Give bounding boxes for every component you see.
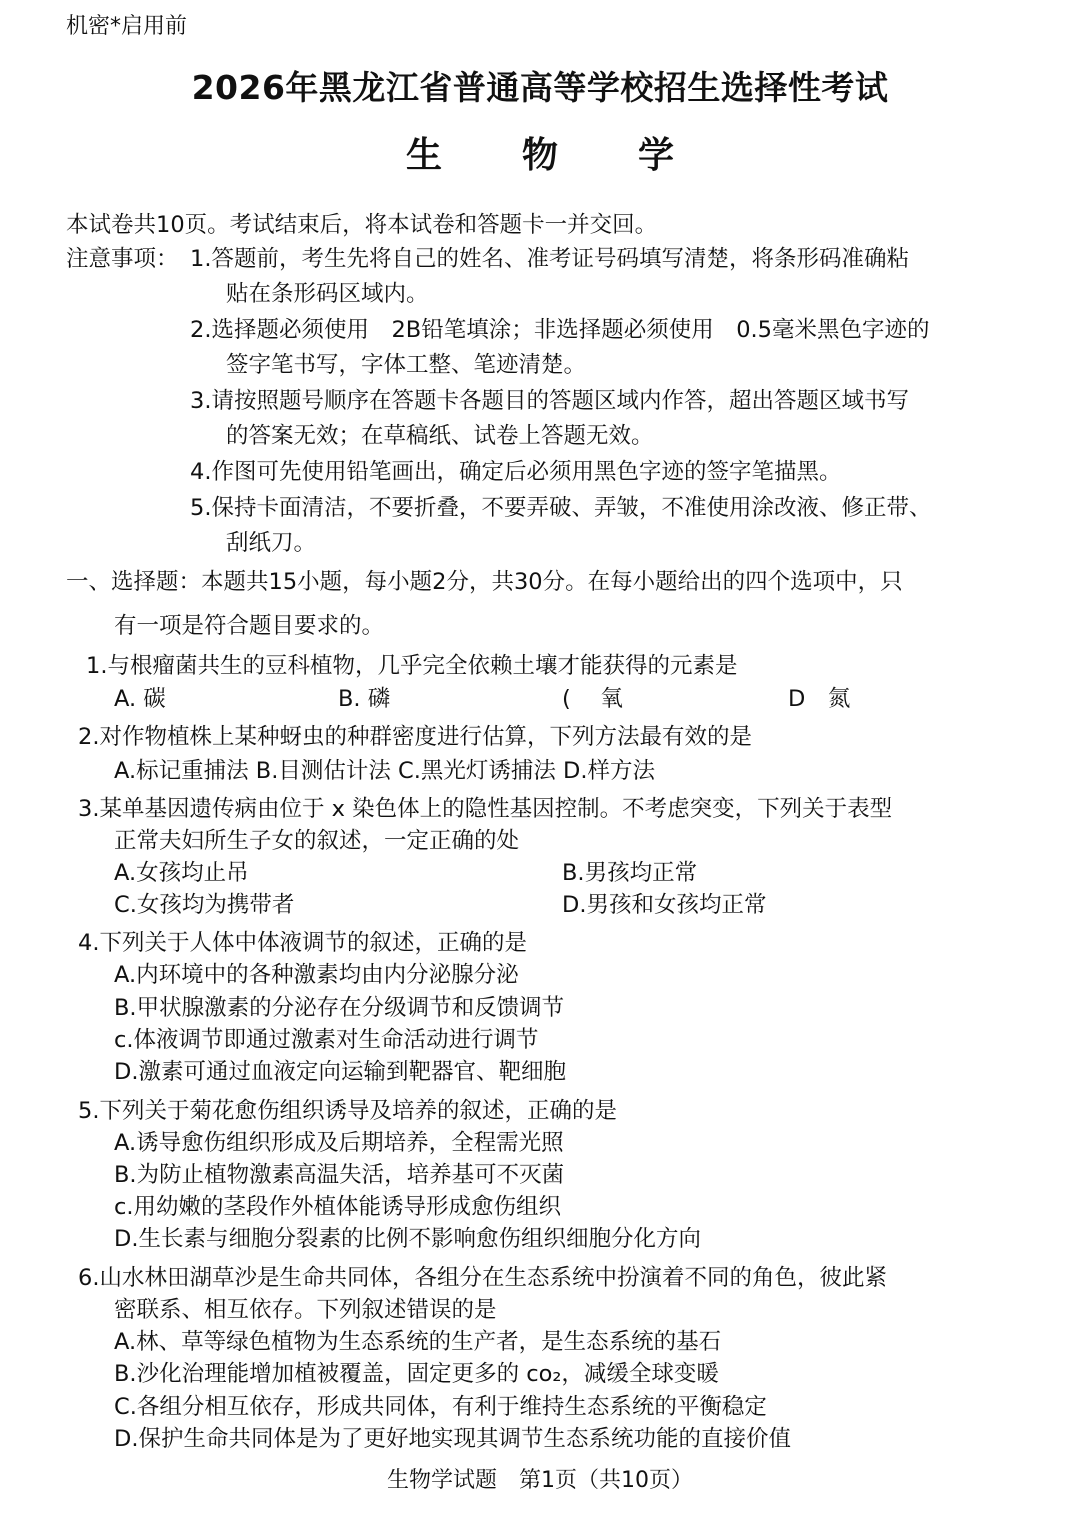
exam-title: 2026年黑龙江省普通高等学校招生选择性考试 [191,68,889,107]
note-line: 5.保持卡面清洁，不要折叠，不要弄破、弄皱，不准使用涂改液、修正带、 [190,495,932,521]
intro-text: 本试卷共10页。考试结束后，将本试卷和答题卡一并交回。 [66,212,658,238]
question-6-option-a: A.林、草等绿色植物为生态系统的生产者，是生态系统的基石 [114,1329,722,1355]
question-4-option-c: c.体液调节即通过激素对生命活动进行调节 [114,1027,539,1053]
question-3-option-c: C.女孩均为携带者 [114,892,295,918]
question-4-option-b: B.甲状腺激素的分泌存在分级调节和反馈调节 [114,995,565,1021]
question-2-stem: 2.对作物植株上某种蚜虫的种群密度进行估算，下列方法最有效的是 [78,724,752,750]
question-6-option-d: D.保护生命共同体是为了更好地实现其调节生态系统功能的直接价值 [114,1426,791,1452]
question-5-option-c: c.用幼嫩的茎段作外植体能诱导形成愈伤组织 [114,1194,562,1220]
page-footer: 生物学试题 第1页（共10页） [387,1468,693,1493]
question-6-stem-cont: 密联系、相互依存。下列叙述错误的是 [114,1297,497,1323]
note-line: 签字笔书写，字体工整、笔迹清楚。 [226,352,587,378]
question-3-option-a: A.女孩均止吊 [114,860,249,886]
question-5-option-d: D.生长素与细胞分裂素的比例不影响愈伤组织细胞分化方向 [114,1226,701,1252]
note-line: 2.选择题必须使用 2B铅笔填涂；非选择题必须使用 0.5毫米黑色字迹的 [190,317,930,343]
section-heading: 一、选择题：本题共15小题，每小题2分，共30分。在每小题给出的四个选项中，只 [66,569,903,595]
question-1-stem: 1.与根瘤菌共生的豆科植物，几乎完全依赖土壤才能获得的元素是 [86,653,738,679]
question-4-option-d: D.激素可通过血液定向运输到靶器官、靶细胞 [114,1059,566,1085]
subject-char: 物 [521,135,558,176]
question-3-stem: 3.某单基因遗传病由位于 x 染色体上的隐性基因控制。不考虑突变，下列关于表型 [78,796,893,822]
question-6-option-b: B.沙化治理能增加植被覆盖，固定更多的 co₂，减缓全球变暖 [114,1361,719,1387]
question-5-stem: 5.下列关于菊花愈伤组织诱导及培养的叙述，正确的是 [78,1098,617,1124]
question-3-stem-cont: 正常夫妇所生子女的叙述，一定正确的处 [114,828,520,854]
confidential-mark: 机密*启用前 [66,14,188,39]
question-5-option-a: A.诱导愈伤组织形成及后期培养，全程需光照 [114,1130,564,1156]
question-4-stem: 4.下列关于人体中体液调节的叙述，正确的是 [78,930,527,956]
note-line: 1.答题前，考生先将自己的姓名、准考证号码填写清楚，将条形码准确粘 [190,246,909,272]
question-1-option-d: D 氮 [788,686,851,712]
question-2-options: A.标记重捕法 B.目测估计法 C.黑光灯诱捕法 D.样方法 [114,758,656,784]
section-heading-cont: 有一项是符合题目要求的。 [114,613,385,639]
question-4-option-a: A.内环境中的各种激素均由内分泌腺分泌 [114,962,519,988]
note-line: 刮纸刀。 [226,530,317,556]
question-1-option-b: B. 磷 [338,686,391,712]
subject-title [0,132,1080,180]
question-6-stem: 6.山水林田湖草沙是生命共同体，各组分在生态系统中扮演着不同的角色，彼此紧 [78,1265,887,1291]
note-line: 4.作图可先使用铅笔画出，确定后必须用黑色字迹的签字笔描黑。 [190,459,842,485]
question-3-option-d: D.男孩和女孩均正常 [562,892,767,918]
question-6-option-c: C.各组分相互依存，形成共同体，有利于维持生态系统的平衡稳定 [114,1394,767,1420]
subject-char: 学 [638,135,675,176]
question-3-option-b: B.男孩均正常 [562,860,698,886]
note-line: 贴在条形码区域内。 [226,281,429,307]
question-5-option-b: B.为防止植物激素高温失活，培养基可不灭菌 [114,1162,565,1188]
question-1-option-a: A. 碳 [114,686,166,712]
question-1-option-c: ( 氧 [562,686,623,712]
note-line: 3.请按照题号顺序在答题卡各题目的答题区域内作答，超出答题区域书写 [190,388,909,414]
notes-label: 注意事项： [66,246,179,272]
note-line: 的答案无效；在草稿纸、试卷上答题无效。 [226,423,654,449]
subject-char: 生 [405,135,442,176]
